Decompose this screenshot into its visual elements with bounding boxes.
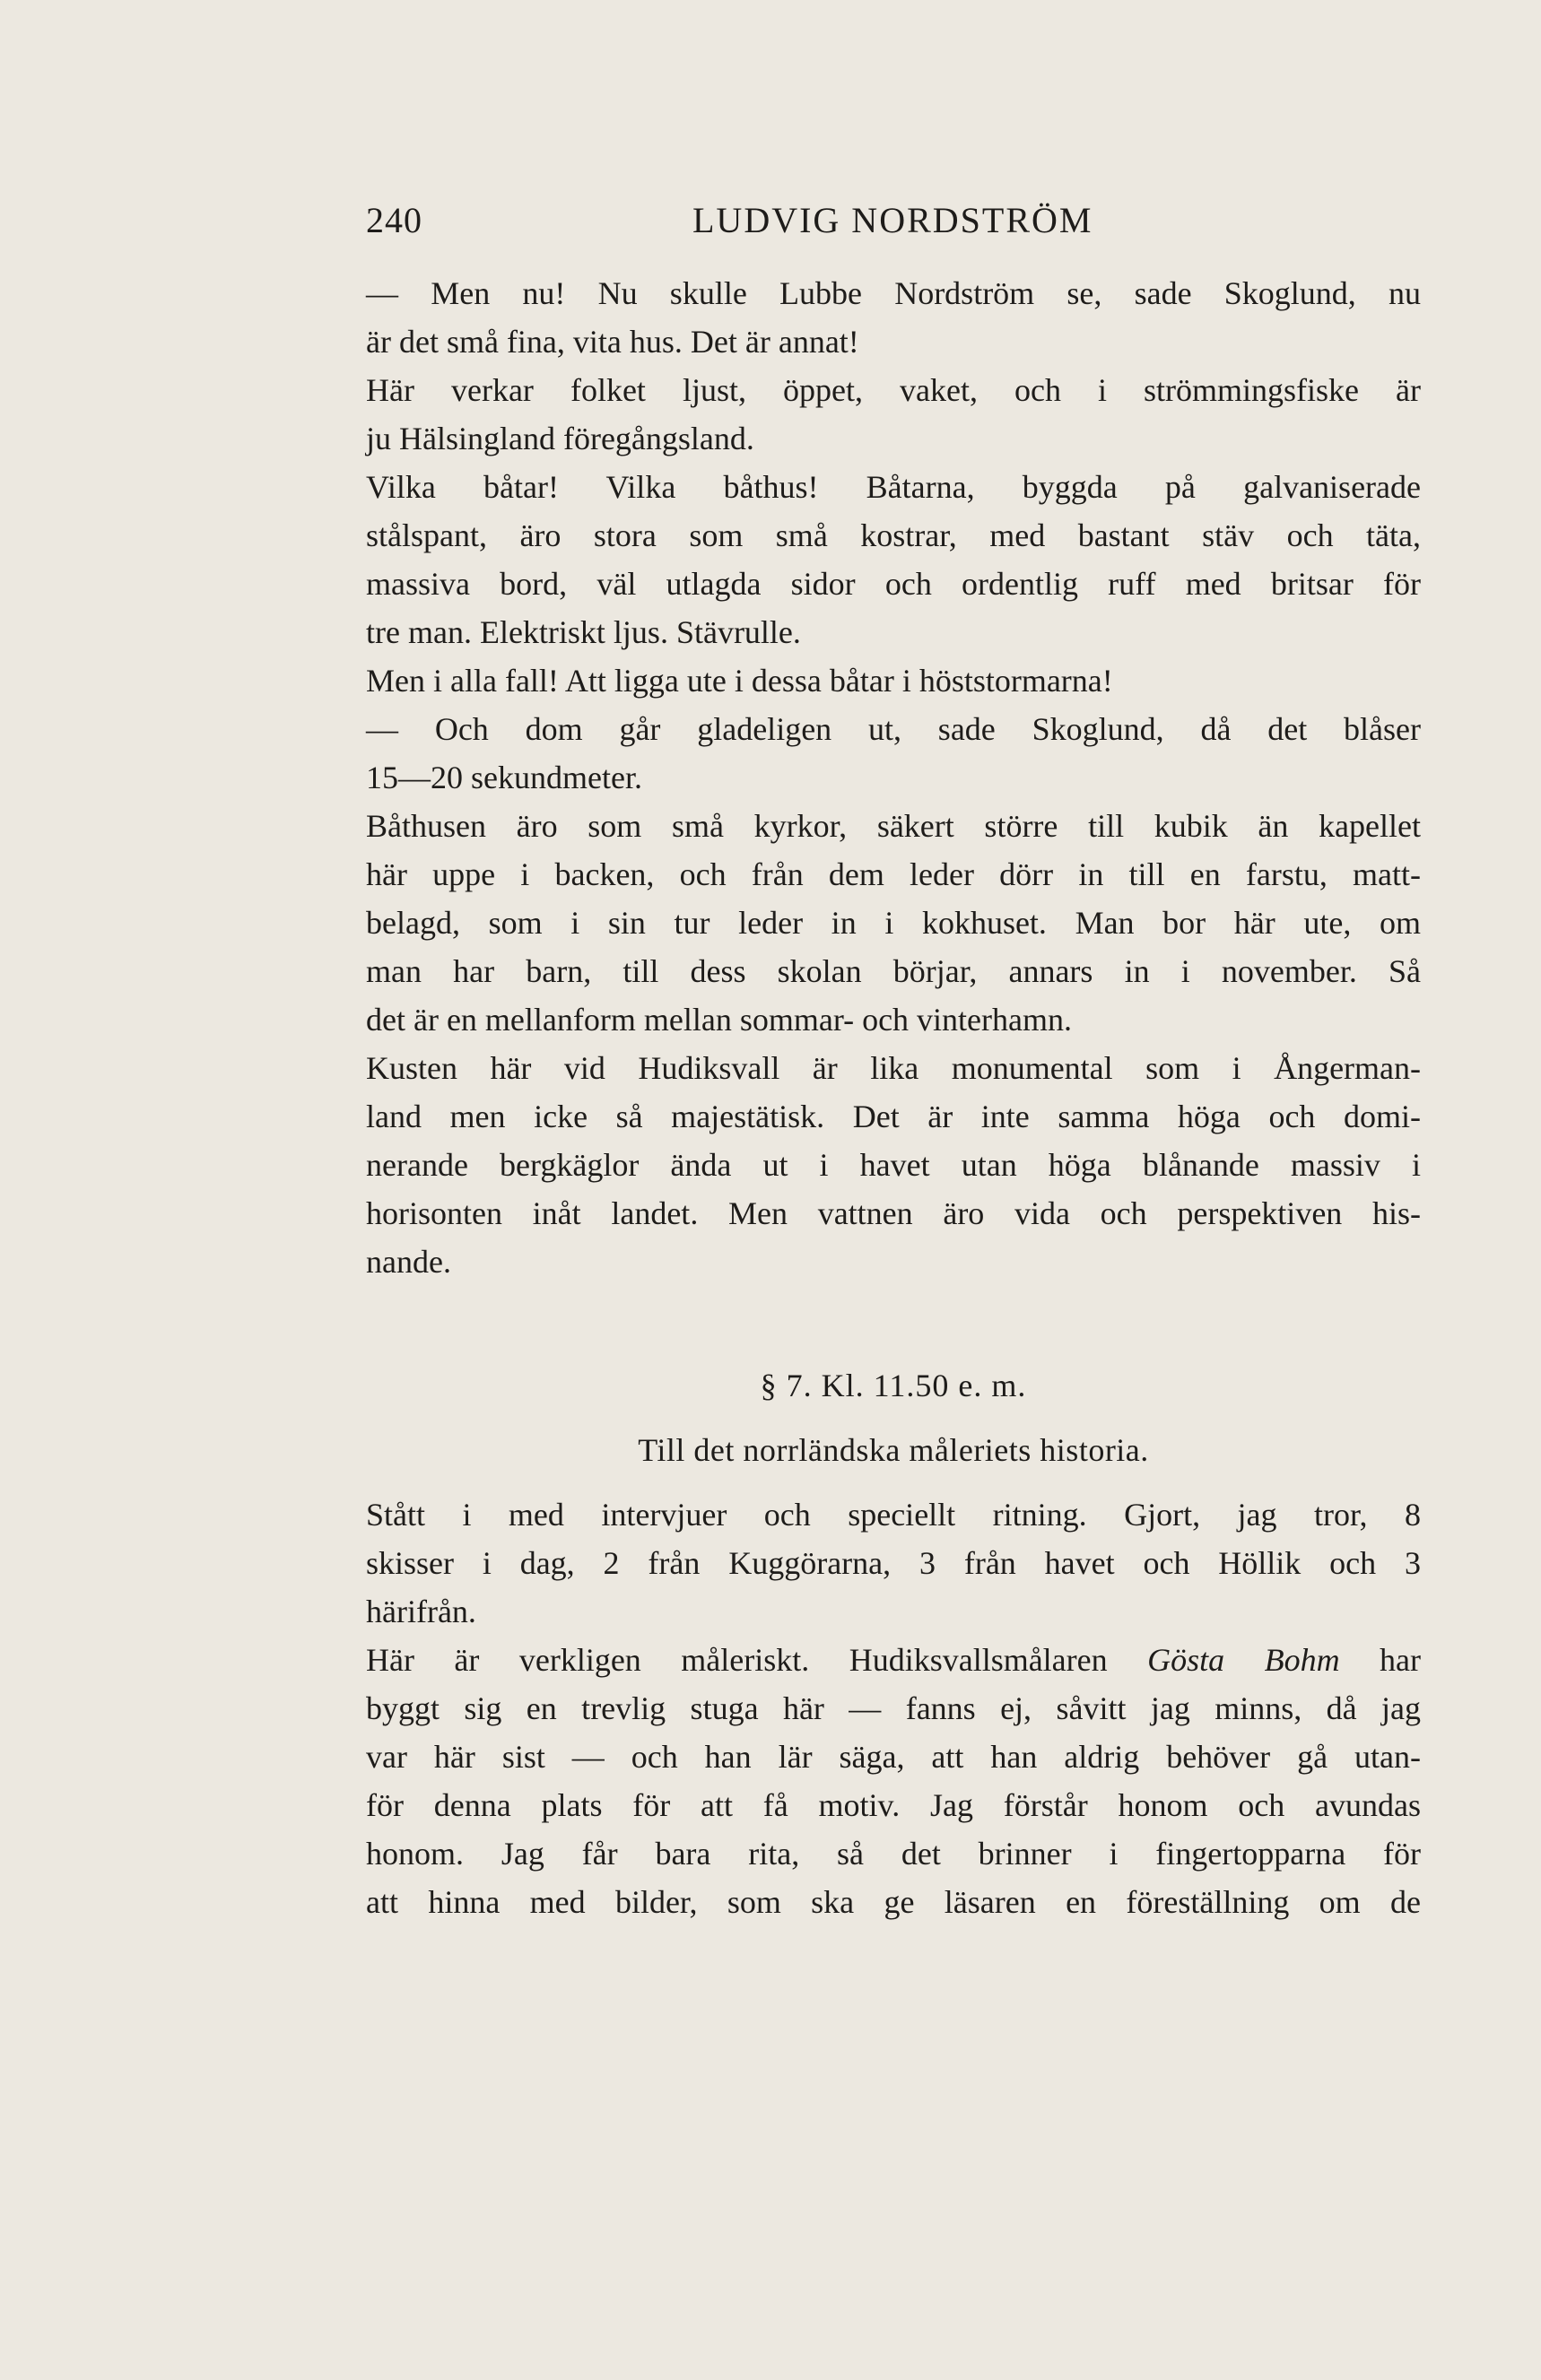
text-line: härifrån. bbox=[366, 1594, 476, 1629]
text-line: tre man. Elektriskt ljus. Stävrulle. bbox=[366, 614, 801, 650]
text-line: man har barn, till dess skolan börjar, annars in i november. Så bbox=[366, 953, 1421, 989]
body-text bbox=[366, 269, 1421, 1926]
text-line: horisonten inåt landet. Men vattnen äro vida och perspektiven his- bbox=[366, 1195, 1421, 1231]
text-line: — Men nu! Nu skulle Lubbe Nordström se, sade Skoglund, nu bbox=[366, 275, 1421, 311]
running-head: LUDVIG NORDSTRÖM bbox=[692, 200, 1093, 240]
text-line: Kusten här vid Hudiksvall är lika monumental som i Ångerman- bbox=[366, 1050, 1421, 1086]
page-header bbox=[366, 199, 1421, 253]
text-fragment: har bbox=[1380, 1642, 1422, 1678]
artist-name: Gösta Bohm bbox=[1147, 1642, 1340, 1678]
page-number: 240 bbox=[366, 200, 422, 240]
text-line: honom. Jag får bara rita, så det brinner i fingertopparna för bbox=[366, 1836, 1421, 1872]
text-line: nande. bbox=[366, 1244, 451, 1280]
text-line: Stått i med intervjuer och speciellt ritning. Gjort, jag tror, 8 bbox=[366, 1497, 1421, 1533]
text-line: ju Hälsingland föregångsland. bbox=[366, 421, 754, 456]
text-line bbox=[366, 1636, 1421, 1684]
text-line: Men i alla fall! Att ligga ute i dessa båtar i höststormarna! bbox=[366, 663, 1113, 699]
section-spacer bbox=[366, 1286, 1421, 1361]
text-line: — Och dom går gladeligen ut, sade Skoglund, då det blåser bbox=[366, 711, 1421, 747]
text-line: Båthusen äro som små kyrkor, säkert större till kubik än kapellet bbox=[366, 808, 1421, 844]
text-line: för denna plats för att få motiv. Jag förstår honom och avundas bbox=[366, 1787, 1421, 1823]
text-line: Vilka båtar! Vilka båthus! Båtarna, byggda på galvaniserade bbox=[366, 469, 1421, 505]
heading-spacer bbox=[366, 1410, 1421, 1426]
text-line: nerande bergkäglor ända ut i havet utan höga blånande massiv i bbox=[366, 1147, 1421, 1183]
text-line: var här sist — och han lär säga, att han aldrig behöver gå utan- bbox=[366, 1739, 1421, 1775]
text-line: land men icke så majestätisk. Det är inte samma höga och domi- bbox=[366, 1099, 1421, 1134]
text-line: att hinna med bilder, som ska ge läsaren en föreställning om de bbox=[366, 1884, 1421, 1920]
text-fragment: Här är verkligen måleriskt. Hudiksvallsmålaren bbox=[366, 1642, 1108, 1678]
section-heading: § 7. Kl. 11.50 e. m. bbox=[760, 1368, 1027, 1403]
text-line: stålspant, äro stora som små kostrar, med bastant stäv och täta, bbox=[366, 517, 1421, 553]
text-line: här uppe i backen, och från dem leder dörr in till en farstu, matt- bbox=[366, 856, 1421, 892]
text-line: Här verkar folket ljust, öppet, vaket, och i strömmingsfiske är bbox=[366, 372, 1421, 408]
text-line: det är en mellanform mellan sommar- och vinterhamn. bbox=[366, 1002, 1073, 1038]
text-line: är det små fina, vita hus. Det är annat! bbox=[366, 324, 859, 360]
text-line: 15—20 sekundmeter. bbox=[366, 760, 642, 795]
text-line: skisser i dag, 2 från Kuggörarna, 3 från havet och Höllik och 3 bbox=[366, 1545, 1421, 1581]
text-line: byggt sig en trevlig stuga här — fanns ej, såvitt jag minns, då jag bbox=[366, 1690, 1421, 1726]
section-subtitle: Till det norrländska måleriets historia. bbox=[638, 1432, 1149, 1468]
text-line: belagd, som i sin tur leder in i kokhuset. Man bor här ute, om bbox=[366, 905, 1421, 941]
heading-spacer bbox=[366, 1474, 1421, 1490]
text-line: massiva bord, väl utlagda sidor och ordentlig ruff med britsar för bbox=[366, 566, 1421, 602]
